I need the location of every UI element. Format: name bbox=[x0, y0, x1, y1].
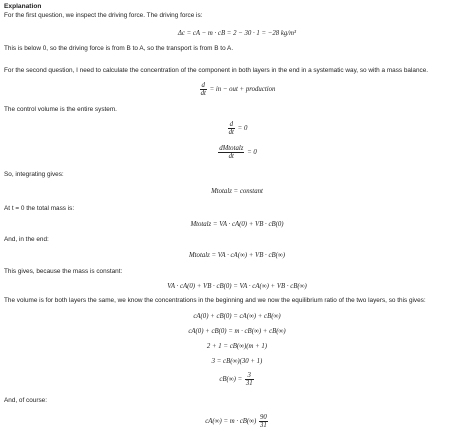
paragraph-mass-balance: For the second question, I need to calculate the concentration of the component in both layers in the end in a systematic way, so with a mass balance. bbox=[4, 67, 429, 74]
paragraph-final: And, in the end: bbox=[4, 236, 49, 243]
equation-ca-result: cA(∞) = m · cB(∞) $\frac{90}{31}$ bbox=[205, 414, 267, 429]
paragraph-integrating: So, integrating gives: bbox=[4, 171, 64, 178]
equation-derivative-zero: $\frac{d}{dt}$ = 0 bbox=[228, 121, 248, 136]
equation-total-mass-derivative: $\frac{\text{dMtotalz}}{dt}$ = 0 bbox=[219, 145, 257, 160]
paragraph-volume: The volume is for both layers the same, we know the concentrations in the beginning and we now the equilibrium ratio of the two layers, so this gives: bbox=[4, 297, 426, 304]
equation-cb-product: 3 = cB(∞)(30 + 1) bbox=[211, 358, 263, 365]
fraction-d-dt: $\frac{d}{dt}$ bbox=[200, 82, 206, 97]
paragraph-direction: This is below 0, so the driving force is from B to A, so the transport is from B to A. bbox=[4, 45, 234, 52]
equation-sum-values: 2 + 1 = cB(∞)(m + 1) bbox=[206, 343, 268, 350]
equation-concentration-substituted: cA(0) + cB(0) = m · cB(∞) + cB(∞) bbox=[188, 328, 286, 335]
paragraph-driving-force: For the first question, we inspect the driving force. The driving force is: bbox=[4, 12, 203, 19]
equation-initial-mass: Mtotalz = VA · cA(0) + VB · cB(0) bbox=[190, 221, 284, 228]
paragraph-initial-mass: At t = 0 the total mass is: bbox=[4, 205, 75, 212]
paragraph-constant-mass: This gives, because the mass is constant: bbox=[4, 268, 123, 275]
equation-mass-equality: VA · cA(0) + VB · cB(0) = VA · cA(∞) + VB · cB(∞) bbox=[167, 283, 307, 290]
equation-driving-force: Δc = cA − m · cB = 2 − 30 · 1 = −28 kg/m³ bbox=[177, 30, 297, 37]
paragraph-of-course: And, of course: bbox=[4, 397, 47, 404]
equation-mass-constant: Mtotalz = constant bbox=[211, 188, 263, 195]
equation-cb-result: cB(∞) = $\frac{3}{31}$ bbox=[219, 372, 253, 387]
equation-concentration-sum: cA(0) + cB(0) = cA(∞) + cB(∞) bbox=[193, 313, 281, 320]
paragraph-control-volume: The control volume is the entire system. bbox=[4, 106, 117, 113]
equation-mass-balance: $\frac{d}{dt}$ = in − out + production bbox=[200, 82, 276, 97]
equation-final-mass: Mtotalz = VA · cA(∞) + VB · cB(∞) bbox=[189, 252, 285, 259]
explanation-heading: Explanation bbox=[4, 3, 42, 10]
